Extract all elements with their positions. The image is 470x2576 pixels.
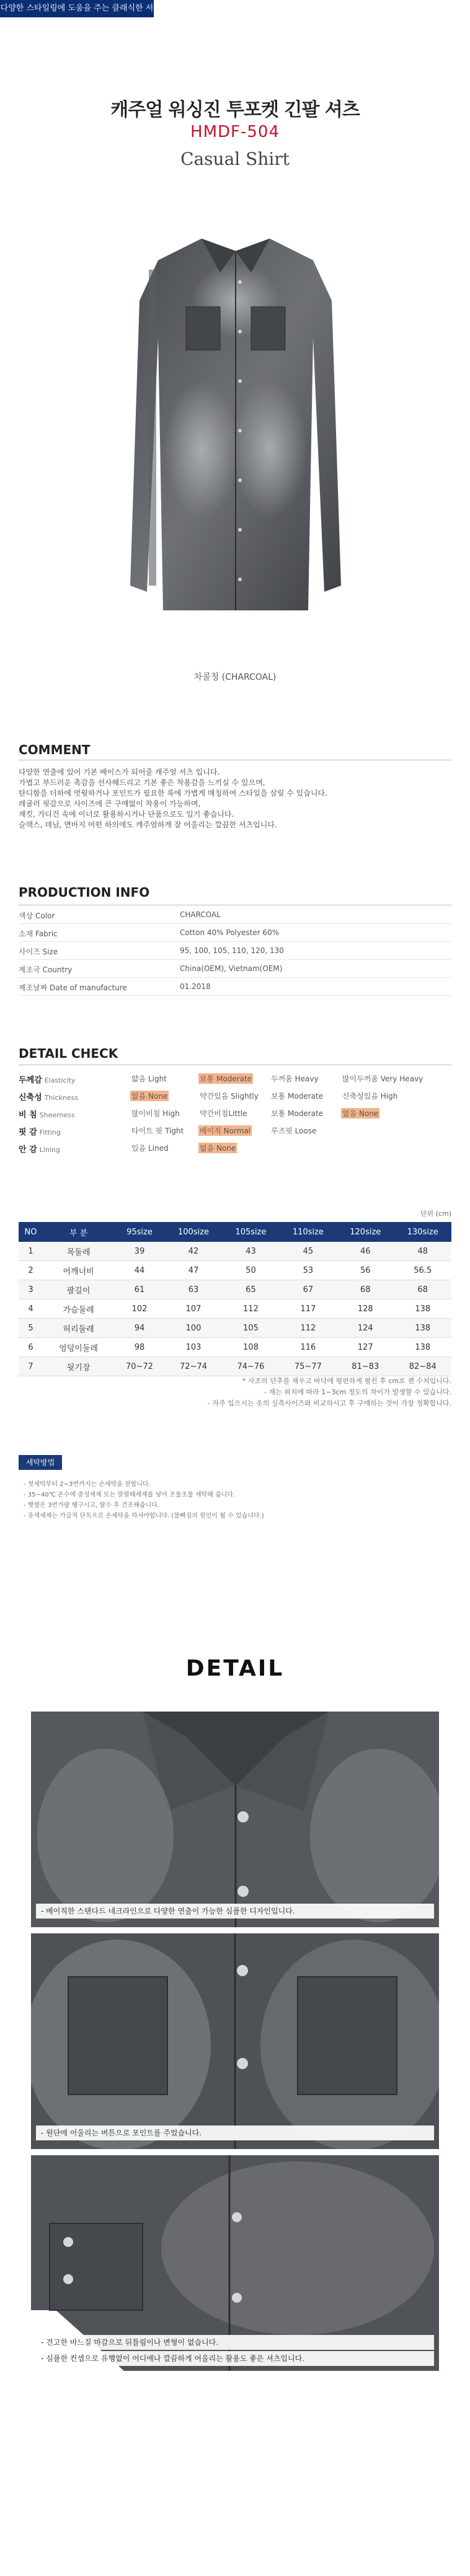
detail-check-heading: DETAIL CHECK — [19, 1046, 118, 1061]
comment-heading: COMMENT — [19, 742, 91, 757]
table-cell: 105 — [222, 1319, 279, 1338]
size-table-header-cell: 100size — [165, 1222, 222, 1242]
size-unit: 단위 (cm) — [420, 1210, 451, 1218]
hero-shirt-image — [127, 214, 344, 648]
comment-line: 레귤러 핏감으로 사이즈에 큰 구애없이 착용이 가능하며, — [19, 799, 201, 808]
table-cell: 74~76 — [222, 1357, 279, 1376]
table-cell: 46 — [337, 1242, 394, 1261]
size-table — [19, 1222, 451, 1376]
detail-check-option: 약간비침Little — [200, 1109, 247, 1118]
table-cell: 117 — [280, 1299, 337, 1319]
comment-line: 재킷, 가디건 속에 이너로 활용하시거나 단품으로도 입기 좋습니다. — [19, 810, 234, 819]
detail-check-label — [19, 1143, 60, 1154]
table-cell: 39 — [114, 1242, 165, 1261]
production-key: 제조날짜 Date of manufacture — [19, 983, 127, 992]
detail-check-label-en: Fitting — [39, 1128, 61, 1136]
detail-check-option: 신축성있음 High — [342, 1092, 398, 1101]
production-value: CHARCOAL — [180, 910, 221, 919]
detail-check-option: 있음 Lined — [131, 1144, 169, 1153]
table-cell: 108 — [222, 1338, 279, 1357]
size-table-header-cell: NO — [19, 1222, 43, 1242]
table-cell: 뒷기장 — [43, 1357, 114, 1376]
wash-line: - 35~40℃ 온수에 중성세제 또는 말릴때세제를 넣어 조물조물 세탁해 줍니다. — [24, 1492, 236, 1498]
detail-check-option-selected: 보통 Moderate — [200, 1075, 252, 1083]
size-table-header-cell: 부 분 — [43, 1222, 114, 1242]
table-cell: 56.5 — [394, 1261, 452, 1280]
detail-check-option: 두꺼움 Heavy — [271, 1075, 319, 1083]
detail-check-row — [19, 1071, 451, 1087]
table-cell: 43 — [222, 1242, 279, 1261]
table-cell: 116 — [280, 1338, 337, 1357]
detail-check-row — [19, 1140, 451, 1156]
table-cell: 7 — [19, 1357, 43, 1376]
table-cell: 팔길이 — [43, 1280, 114, 1299]
tagline-badge: 다양한 스타일링에 도움을 주는 클래식한 셔츠 — [0, 0, 154, 17]
comment-line: 다양한 연출에 있어 기본 베이스가 되어줄 캐주얼 셔츠 입니다. — [19, 768, 220, 776]
table-cell: 103 — [165, 1338, 222, 1357]
detail-check-label — [19, 1108, 75, 1120]
table-cell: 128 — [337, 1299, 394, 1319]
detail-heading: DETAIL — [185, 1656, 285, 1681]
table-cell: 3 — [19, 1280, 43, 1299]
detail-check-option: 얇음 Light — [131, 1075, 167, 1083]
table-cell: 138 — [394, 1319, 452, 1338]
detail-check-label — [19, 1073, 75, 1085]
table-cell: 목둘레 — [43, 1242, 114, 1261]
size-table-header — [19, 1222, 451, 1242]
detail-check-label-en: Lining — [39, 1146, 60, 1154]
table-cell: 124 — [337, 1319, 394, 1338]
table-cell: 81~83 — [337, 1357, 394, 1376]
detail-photo-pocket — [31, 1933, 439, 2149]
table-cell: 45 — [280, 1242, 337, 1261]
table-cell: 112 — [280, 1319, 337, 1338]
table-cell: 70~72 — [114, 1357, 165, 1376]
table-cell: 56 — [337, 1261, 394, 1280]
detail-check-label-en: Elasticity — [44, 1076, 76, 1084]
table-cell: 47 — [165, 1261, 222, 1280]
table-cell: 127 — [337, 1338, 394, 1357]
size-table-header-cell: 110size — [280, 1222, 337, 1242]
table-cell: 엉덩이둘레 — [43, 1338, 114, 1357]
wash-line: - 유색세제는 가급적 단독으로 손세탁을 하셔야합니다. (물빠짐의 원인이 될 수 있습니다.) — [24, 1513, 264, 1519]
production-key: 제조국 Country — [19, 965, 73, 974]
table-row — [19, 1357, 451, 1376]
detail-check-label — [19, 1125, 61, 1137]
table-row — [19, 1319, 451, 1338]
table-cell: 50 — [222, 1261, 279, 1280]
wash-line: - 햇볕은 3번가량 헹구시고, 탈수 후 건조해줍니다. — [24, 1502, 159, 1509]
table-cell: 4 — [19, 1299, 43, 1319]
wash-line: - 첫세탁부터 2~3번까지는 손세탁을 권합니다. — [24, 1481, 151, 1488]
detail-check-label-ko: 비 침 — [19, 1110, 37, 1120]
detail-check-label-en: Sheerness — [39, 1111, 75, 1119]
table-row — [19, 1242, 451, 1261]
detail-check-row — [19, 1088, 451, 1104]
comment-text — [19, 767, 451, 830]
product-subtitle: Casual Shirt — [180, 149, 290, 169]
size-table-header-cell: 130size — [394, 1222, 452, 1242]
table-cell: 6 — [19, 1338, 43, 1357]
table-cell: 63 — [165, 1280, 222, 1299]
size-note: - 재는 위치에 따라 1~3cm 정도의 차이가 발생할 수 있습니다. — [264, 1388, 451, 1396]
product-code: HMDF-504 — [190, 123, 280, 141]
production-key: 소재 Fabric — [19, 930, 58, 938]
table-row — [19, 1299, 451, 1319]
table-cell: 75~77 — [280, 1357, 337, 1376]
production-row-color — [19, 906, 451, 924]
table-cell: 68 — [394, 1280, 452, 1299]
table-row — [19, 1338, 451, 1357]
detail-check-label-ko: 안 감 — [19, 1145, 37, 1154]
production-row-date — [19, 978, 451, 996]
production-value: China(OEM), Vietnam(OEM) — [180, 964, 283, 973]
detail-check-label-ko: 핏 감 — [19, 1128, 37, 1137]
detail-check-option: 루즈핏 Loose — [271, 1127, 317, 1135]
detail-check-option: 타이트 핏 Tight — [131, 1127, 184, 1135]
detail-check-option: 보통 Moderate — [271, 1092, 324, 1101]
table-cell: 98 — [114, 1338, 165, 1357]
production-row-size — [19, 942, 451, 960]
detail-check-option: 많이두꺼움 Very Heavy — [342, 1075, 423, 1083]
table-cell: 2 — [19, 1261, 43, 1280]
table-cell: 허리둘레 — [43, 1319, 114, 1338]
detail-check-option-selected: 없음 None — [200, 1144, 236, 1153]
table-row — [19, 1261, 451, 1280]
hero-caption: 차콜청 (CHARCOAL) — [193, 672, 277, 682]
production-value: 95, 100, 105, 110, 120, 130 — [180, 946, 284, 955]
table-cell: 72~74 — [165, 1357, 222, 1376]
table-cell: 5 — [19, 1319, 43, 1338]
detail-caption: - 베이직한 스탠다드 네크라인으로 다양한 연출이 가능한 심플한 디자인입니다. — [36, 1904, 434, 1919]
table-cell: 107 — [165, 1299, 222, 1319]
detail-check-label-en: Thickness — [44, 1094, 79, 1102]
wash-badge: 세탁방법 — [19, 1455, 62, 1470]
size-table-header-cell: 105size — [222, 1222, 279, 1242]
detail-caption: - 원단에 어울리는 버튼으로 포인트를 주었습니다. — [36, 2125, 434, 2140]
table-cell: 48 — [394, 1242, 452, 1261]
table-cell: 102 — [114, 1299, 165, 1319]
table-cell: 44 — [114, 1261, 165, 1280]
table-cell: 112 — [222, 1299, 279, 1319]
production-heading: PRODUCTION INFO — [19, 885, 150, 900]
product-title: 캐주얼 워싱진 투포켓 긴팔 셔츠 — [110, 99, 360, 121]
detail-caption: - 심플한 컨셉으로 유행없이 어디에나 깔끔하게 어울리는 활용도 좋은 셔츠입니다. — [36, 2351, 434, 2366]
detail-check-row — [19, 1123, 451, 1139]
detail-check-option: 보통 Moderate — [271, 1109, 324, 1118]
detail-check-option-selected: 베이직 Normal — [200, 1127, 251, 1135]
detail-check-label-ko: 신축성 — [19, 1093, 42, 1102]
detail-check-label-ko: 두께감 — [19, 1076, 42, 1085]
size-table-header-cell: 120size — [337, 1222, 394, 1242]
size-note: - 자주 입으시는 옷의 실측사이즈와 비교하시고 후 구매하는 것이 가장 정확합니다. — [207, 1399, 451, 1407]
detail-check-label — [19, 1091, 78, 1102]
comment-line: 가볍고 부드러운 촉감을 선사해드리고 기본 좋은 착용감을 느끼실 수 있으며, — [19, 778, 265, 787]
detail-photo-collar — [31, 1712, 439, 1927]
size-note: * 사조의 단추를 채우고 바닥에 평펀하게 펼친 후 cm로 잰 수치입니다. — [242, 1377, 451, 1385]
production-key: 사이즈 Size — [19, 947, 58, 956]
production-row-fabric — [19, 924, 451, 942]
table-cell: 53 — [280, 1261, 337, 1280]
table-cell: 1 — [19, 1242, 43, 1261]
production-key: 색상 Color — [19, 912, 55, 920]
table-cell: 68 — [337, 1280, 394, 1299]
table-row — [19, 1280, 451, 1299]
production-row-country — [19, 960, 451, 978]
table-cell: 가슴둘레 — [43, 1299, 114, 1319]
table-cell: 67 — [280, 1280, 337, 1299]
comment-line: 탄디함을 더하에 멋웟하거나 포인트가 필요한 룩에 가볍게 매칭하여 스타일을 살릴 수 있습니다. — [19, 789, 327, 798]
production-value: 01.2018 — [180, 982, 211, 991]
table-cell: 65 — [222, 1280, 279, 1299]
table-cell: 42 — [165, 1242, 222, 1261]
detail-check-option-selected: 없음 None — [342, 1109, 379, 1118]
detail-check-option: 약간있음 Slightly — [200, 1092, 259, 1101]
production-value: Cotton 40% Polyester 60% — [180, 928, 280, 937]
table-cell: 82~84 — [394, 1357, 452, 1376]
detail-check-option-selected: 없음 None — [131, 1092, 168, 1101]
detail-check-row — [19, 1106, 451, 1122]
table-cell: 138 — [394, 1338, 452, 1357]
detail-check-option: 많이비침 High — [131, 1109, 180, 1118]
detail-caption: - 견고한 바느질 마감으로 뒤틀림이나 변형이 없습니다. — [36, 2335, 434, 2350]
table-cell: 100 — [165, 1319, 222, 1338]
table-cell: 138 — [394, 1299, 452, 1319]
size-table-header-cell: 95size — [114, 1222, 165, 1242]
table-cell: 61 — [114, 1280, 165, 1299]
table-cell: 94 — [114, 1319, 165, 1338]
comment-line: 슬랙스, 데님, 면바지 어떤 하의에도 캐주얼하게 잘 어울리는 깔끔한 셔츠입니다. — [19, 820, 277, 829]
table-cell: 어깨너비 — [43, 1261, 114, 1280]
